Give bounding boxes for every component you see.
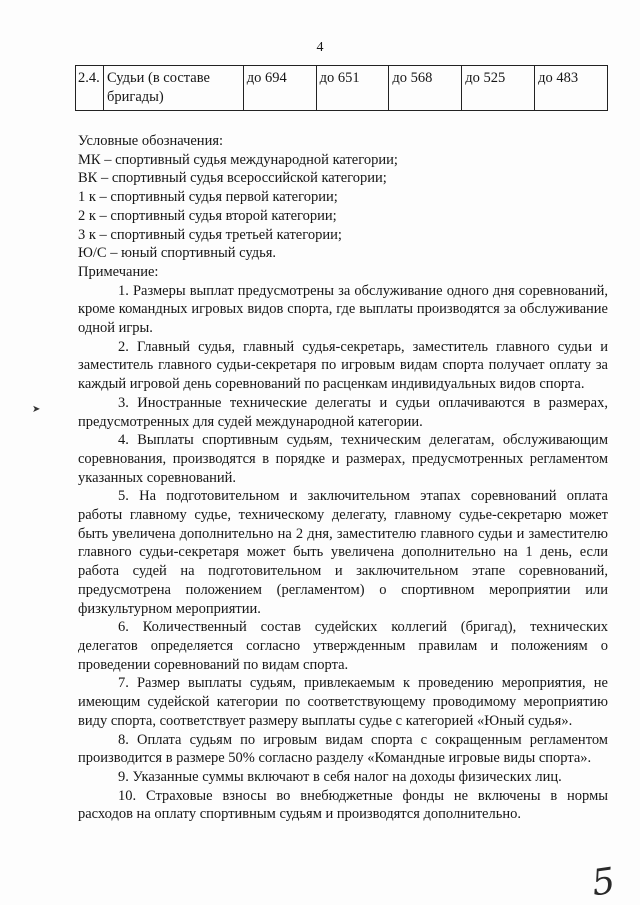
legend-item: 2 к – спортивный судья второй категории;	[78, 207, 337, 224]
note-item: 10. Страховые взносы во внебюджетные фонды не включены в нормы расходов на оплату спортивным судьям и производятся дополнительно.	[78, 787, 608, 823]
note-item: 4. Выплаты спортивным судьям, техническим делегатам, обслуживающим соревнования, производятся в порядке и размерах, предусмотренных регламентом указанных соревнований.	[78, 432, 608, 486]
page-number: 4	[316, 40, 324, 55]
legend-item: 3 к – спортивный судья третьей категории;	[78, 226, 342, 243]
table-cell: до 694	[243, 66, 316, 111]
note-item: 8. Оплата судьям по игровым видам спорта с сокращенным регламентом производится в размере 50% согласно разделу «Командные игровые виды спорта».	[78, 731, 608, 767]
handwritten-page-mark: 5	[589, 860, 618, 905]
row-name: Судьи (в составе бригады)	[103, 66, 243, 111]
note-item: 6. Количественный состав судейских коллегий (бригад), технических делегатов определяется согласно утвержденным правилам и положениям о проведении соревнований по видам спорта.	[78, 619, 608, 673]
table-cell: до 525	[462, 66, 535, 111]
note-item: 3. Иностранные технические делегаты и судьи оплачиваются в размерах, предусмотренных для судей международной категории.	[78, 394, 608, 430]
note-item: 2. Главный судья, главный судья-секретарь, заместитель главного судьи и заместитель главного судьи-секретаря по игровым видам спорта получает оплату за каждый игровой день соревнований по расценкам индивидуальных видов спорта.	[78, 338, 608, 393]
note-item: 9. Указанные суммы включают в себя налог на доходы физических лиц.	[118, 768, 562, 785]
document-body	[78, 132, 608, 824]
row-number: 2.4.	[76, 66, 104, 111]
table-cell: до 483	[535, 66, 608, 111]
notes-section	[78, 263, 608, 824]
legend-title: Условные обозначения:	[78, 133, 224, 149]
legend	[78, 132, 608, 263]
note-item: 7. Размер выплаты судьям, привлекаемым к проведению мероприятия, не имеющим судейской категории по соответствующему проводимому мероприятию виду спорта, соответствует размеру выплаты судье с категорией «Юный судья».	[78, 675, 608, 729]
table-cell: до 568	[389, 66, 462, 111]
table-cell: до 651	[316, 66, 389, 111]
payment-table	[75, 65, 608, 111]
note-item: 5. На подготовительном и заключительном этапах соревнований оплата работы главному судье, техническому делегату, главному судье-секретарю может быть увеличена дополнительно на 2 дня, заместителю главного судьи и заместителю главного судьи-секретаря может быть увеличена дополнительно на 1 день, если работа судей на подготовительном и заключительном этапе соревнований, предусмотрена положением (регламентом) о спортивном мероприятии или физкультурном мероприятии.	[78, 488, 608, 617]
legend-item: 1 к – спортивный судья первой категории;	[78, 189, 338, 206]
legend-item: ВК – спортивный судья всероссийской категории;	[78, 170, 387, 187]
table-row	[76, 66, 608, 111]
legend-item: МК – спортивный судья международной категории;	[78, 151, 398, 168]
margin-arrow-icon: ➤	[32, 404, 41, 415]
notes-title: Примечание:	[78, 263, 159, 280]
legend-item: Ю/С – юный спортивный судья.	[78, 245, 277, 262]
note-item: 1. Размеры выплат предусмотрены за обслуживание одного дня соревнований, кроме командных игровых видов спорта, где выплаты производятся за обслуживание одной игры.	[78, 282, 608, 337]
